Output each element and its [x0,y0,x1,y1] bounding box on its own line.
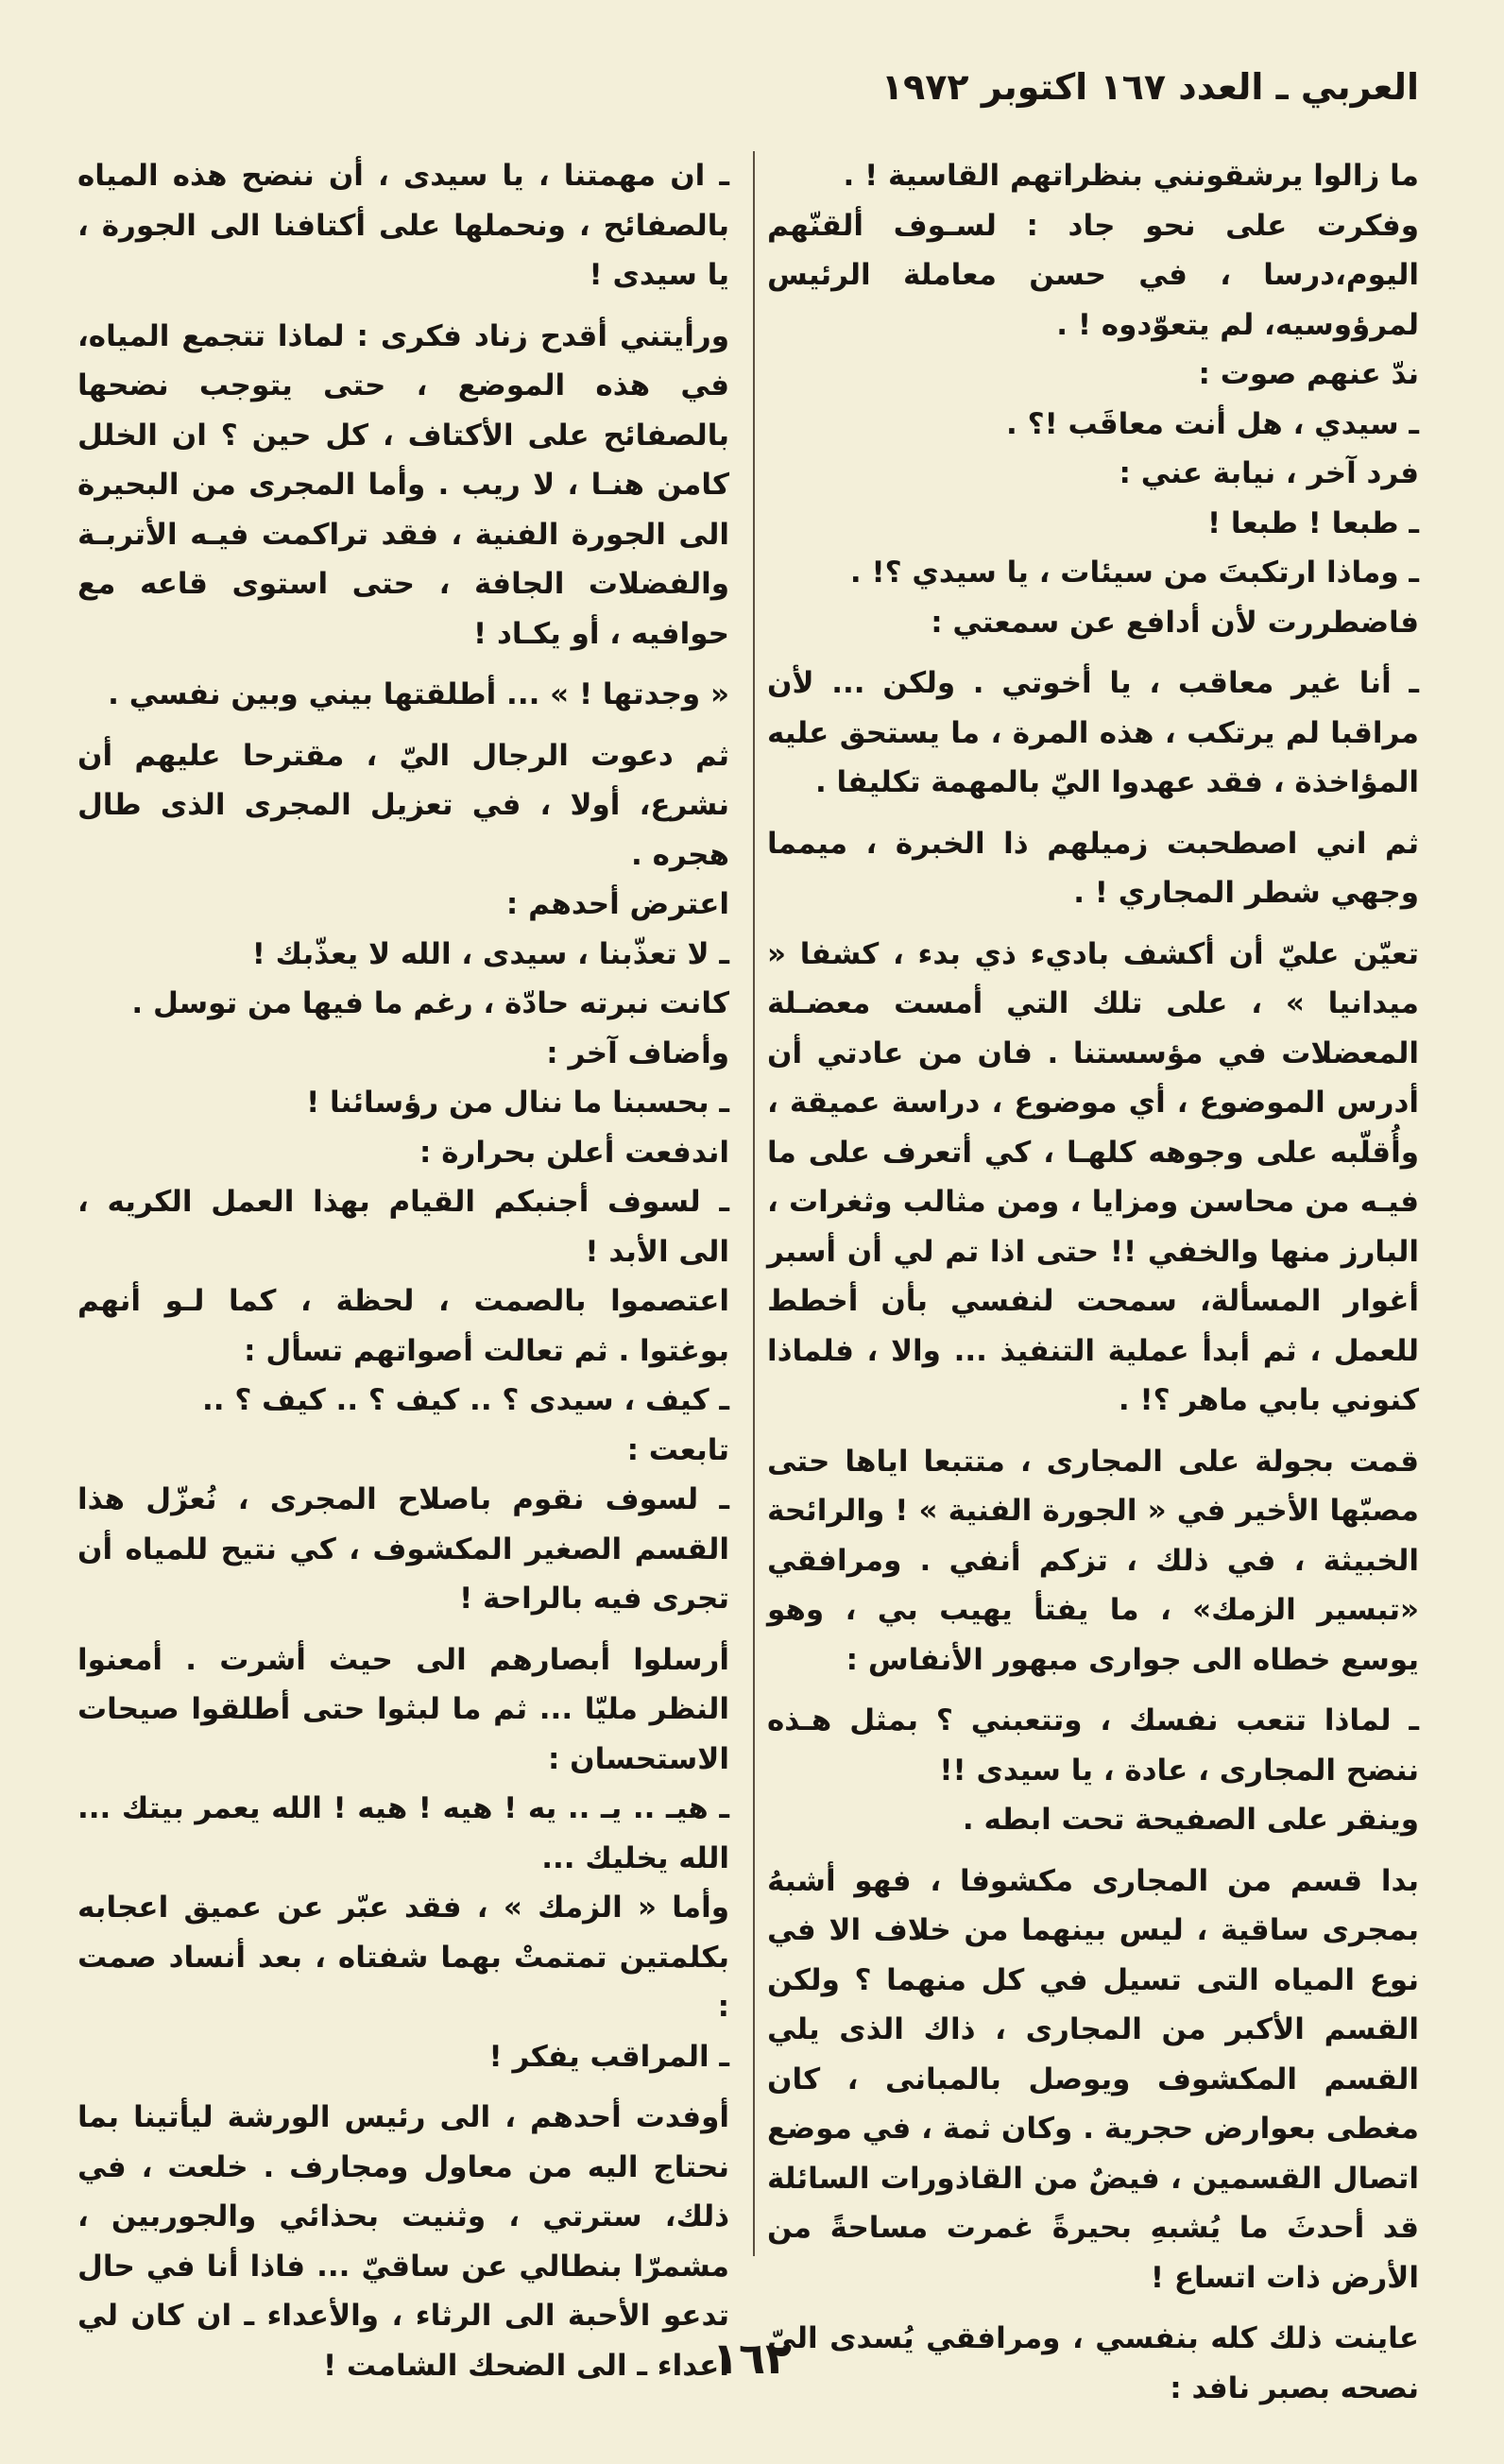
paragraph: كانت نبرته حادّة ، رغم ما فيها من توسل . [131,986,729,1020]
paragraph: اندفعت أعلن بحرارة : [419,1135,729,1170]
paragraph: ـ أنا غير معاقب ، يا أخوتي . ولكن ... لأن مراقبا لم يرتكب ، هذه المرة ، ما يستحق عليه المؤاخذة ، فقد عهدوا اليّ بالمهمة تكليفا . [767,666,1419,799]
paragraph: ثم اني اصطحبت زميلهم ذا الخبرة ، ميمما وجهي شطر المجاري ! . [767,826,1419,910]
paragraph: بدا قسم من المجارى مكشوفا ، فهو أشبهُ بمجرى ساقية ، ليس بينهما من خلاف الا في نوع المياه التى تسيل في كل منهما ؟ ولكن القسم الأكبر من المجارى ، ذاك الذى يلي القسم المكشوف ويوصل بالمبانى ، كان مغطى بعوارض حجرية . وكان ثمة ، في موضع اتصال القسمين ، فيضٌ من القاذورات السائلة قد أحدثَ ما يُشبهِ بحيرةً غمرت مساحةً من الأرض ذات اتساع ! [767,1863,1419,2295]
paragraph: ـ لا تعذّبنا ، سيدى ، الله لا يعذّبك ! [251,936,729,971]
paragraph: فاضطررت لأن أدافع عن سمعتي : [931,605,1419,640]
paragraph: ما زالوا يرشقونني بنظراتهم القاسية ! . [843,159,1419,193]
paragraph: عاينت ذلك كله بنفسي ، ومرافقي يُسدى اليّ نصحه بصبر نافد : [767,2321,1419,2405]
paragraph: وأضاف آخر : [546,1035,729,1070]
paragraph: ـ هيـ .. يـ .. يه ! هيه ! هيه ! الله يعمر بيتك ... الله يخليك ... [77,1791,729,1875]
paragraph: قمت بجولة على المجارى ، متتبعا اياها حتى مصبّها الأخير في « الجورة الفنية » ! والرائحة الخبيثة ، في ذلك ، تزكم أنفي . ومرافقي «تبسير الزمك» ، ما يفتأ يهيب بي ، وهو يوسع خطاه الى جوارى مبهور الأنفاس : [767,1444,1419,1677]
paragraph: ـ لماذا تتعب نفسك ، وتتعبني ؟ بمثل هـذه ننضح المجارى ، عادة ، يا سيدى !! [767,1703,1419,1788]
right-column [767,151,1419,2413]
paragraph: ـ بحسبنا ما ننال من رؤسائنا ! [306,1086,729,1120]
paragraph: ورأيتني أقدح زناد فكرى : لماذا تتجمع المياه، في هذه الموضع ، حتى يتوجب نضحها بالصفائح على الأكتاف ، كل حين ؟ ان الخلل كامن هنـا ، لا ريب . وأما المجرى من البحيرة الى الجورة الفنية ، فقد تراكمت فيـه الأتربـة والفضلات الجافة ، حتى استوى قاعه مع حوافيه ، أو يكـاد ! [77,318,729,651]
page-number: ١٦٢ [711,2333,793,2384]
paragraph: « وجدتها ! » ... أطلقتها بيني وبين نفسي . [108,677,729,711]
paragraph: ثم دعوت الرجال اليّ ، مقترحا عليهم أن نشرع، أولا ، في تعزيل المجرى الذى طال هجره . [77,738,729,872]
paragraph: ـ كيف ، سيدى ؟ .. كيف ؟ .. كيف ؟ .. [202,1383,729,1417]
paragraph: أوفدت أحدهم ، الى رئيس الورشة ليأتينا بما نحتاج اليه من معاول ومجارف . خلعت ، في ذلك، سترتي ، وثنيت بحذائي والجوربين ، مشمرّا بنطالي عن ساقيّ ... فاذا أنا في حال تدعو الأحبة الى الرثاء ، والأعداء ـ ان كان لي أعداء ـ الى الضحك الشامت ! [77,2100,729,2383]
paragraph: ـ طبعا ! طبعا ! [1206,505,1419,540]
paragraph: وفكرت على نحو جاد : لسـوف ألقنّهم اليوم،درسا ، في حسن معاملة الرئيس لمرؤوسيه، لم يتعوّدوه ! . [767,208,1419,342]
paragraph: فرد آخر ، نيابة عني : [1119,456,1419,490]
column-divider [753,151,755,2256]
paragraph: تابعت : [626,1432,729,1467]
paragraph: اعترض أحدهم : [505,887,729,921]
paragraph: اعتصموا بالصمت ، لحظة ، كما لـو أنهم بوغتوا . ثم تعالت أصواتهم تسأل : [77,1284,729,1368]
paragraph: ـ لسوف أجنبكم القيام بهذا العمل الكريه ، الى الأبد ! [77,1185,729,1269]
running-header: العربي ـ العدد ١٦٧ اكتوبر ١٩٧٢ [880,66,1419,108]
paragraph: ندّ عنهم صوت : [1198,357,1419,391]
left-column [77,151,729,2390]
paragraph: ـ سيدي ، هل أنت معاقَب !؟ . [1006,406,1419,441]
paragraph: ـ وماذا ارتكبتَ من سيئات ، يا سيدي ؟! . [849,556,1419,590]
paragraph: وينقر على الصفيحة تحت ابطه . [962,1803,1419,1837]
paragraph: ـ المراقب يفكر ! [488,2039,729,2074]
paragraph: ـ لسوف نقوم باصلاح المجرى ، نُعزّل هذا القسم الصغير المكشوف ، كي نتيح للمياه أن تجرى فيه بالراحة ! [77,1482,729,1616]
paragraph: تعيّن عليّ أن أكشف باديء ذي بدء ، كشفا « ميدانيا » ، على تلك التي أمست معضـلة المعضلات في مؤسستنا . فان من عادتي أن أدرس الموضوع ، أي موضوع ، دراسة عميقة ، وأُقلّبه على وجوهه كلهـا ، كي أتعرف على ما فيـه من محاسن ومزايا ، ومن مثالب وثغرات ، البارز منها والخفي !! حتى اذا تم لي أن أسبر أغوار المسألة، سمحت لنفسي بأن أخطط للعمل ، ثم أبدأ عملية التنفيذ ... والا ، فلماذا كنوني بابي ماهر ؟! . [767,936,1419,1417]
paragraph: أرسلوا أبصارهم الى حيث أشرت . أمعنوا النظر مليّا ... ثم ما لبثوا حتى أطلقوا صيحات الاستحسان : [77,1642,729,1776]
paragraph: ـ ان مهمتنا ، يا سيدى ، أن ننضح هذه المياه بالصفائح ، ونحملها على أكتافنا الى الجورة ، يا سيدى ! [77,159,729,292]
paragraph: وأما « الزمك » ، فقد عبّر عن عميق اعجابه بكلمتين تمتمتْ بهما شفتاه ، بعد أنساد صمت : [77,1891,729,2024]
